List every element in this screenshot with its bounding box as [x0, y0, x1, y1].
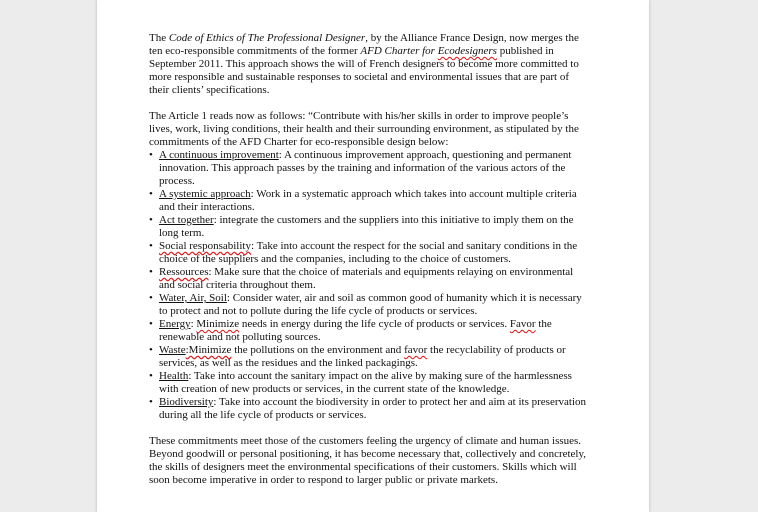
- code-of-ethics-title: Code of Ethics of The Professional Designer: [168, 32, 366, 44]
- bullet-icon: •: [149, 149, 153, 161]
- item-description: : Take into account the biodiversity in order to protect her and aim at its preservation during all the life cycle of products or services.: [159, 396, 586, 421]
- item-description: : Make sure that the choice of materials and equipments relaying on environmental and social criteria throughout them.: [159, 266, 574, 291]
- item-description: : Take into account the respect for the social and sanitary conditions in the choice of the suppliers and the companies, including to the choice of customers.: [159, 240, 578, 265]
- item-description-minimize: Minimize: [196, 318, 240, 330]
- paragraph-conclusion: These commitments meet those of the customers feeling the urgency of climate and human issues. Beyond goodwill or personal positioning, it has become necessary that, collectively and concretely, the skills of designers meet the environmental specifications of their customers. Skills which will soon become imperative in order to respond to larger public or private markets.: [149, 435, 587, 486]
- item-description: : integrate the customers and the suppliers into this initiative to imply them on the long term.: [159, 214, 574, 239]
- item-description-favor: favor: [404, 344, 428, 356]
- intro-middle-text: , by the Alliance France Design, now merges the ten eco-responsible commitments of the former: [149, 32, 579, 57]
- list-item: [149, 266, 591, 292]
- item-description: : Take into account the sanitary impact on the alive by making sure of the harmlessness with creation of new products or services, in the current state of the knowledge.: [159, 370, 572, 395]
- item-description: : A continuous improvement approach, questioning and permanent innovation. This approach passes by the training and information of the various actors of the process.: [159, 149, 572, 187]
- bullet-icon: •: [149, 344, 153, 356]
- intro-rest-text: published in September 2011. This approach shows the will of French designers to become more committed to more responsible and sustainable responses to societal and environmental issues that are part of their clients’ specifications.: [149, 45, 579, 96]
- item-term: Social responsability: [159, 240, 251, 252]
- list-item: [149, 292, 591, 318]
- item-term: Water, Air, Soil: [159, 292, 227, 304]
- bullet-icon: •: [149, 214, 153, 226]
- item-description-favor: Favor: [509, 318, 536, 330]
- item-term: A systemic approach: [159, 188, 251, 200]
- item-term-minimize: :Minimize: [185, 344, 232, 356]
- item-term: Act together: [159, 214, 214, 226]
- bullet-icon: •: [149, 318, 153, 330]
- charter-title-part: AFD Charter for: [360, 45, 438, 57]
- list-item: [149, 396, 591, 422]
- bullet-icon: •: [149, 266, 153, 278]
- item-description: the pollutions on the environment and: [231, 344, 405, 356]
- item-description: : Work in a systematic approach which takes into account multiple criteria and their interactions.: [159, 188, 577, 213]
- document-body[interactable]: [149, 32, 591, 487]
- item-term: Ressources: [159, 266, 209, 278]
- list-item: [149, 149, 591, 188]
- item-term: A continuous improvement: [159, 149, 279, 161]
- list-item: [149, 214, 591, 240]
- bullet-icon: •: [149, 188, 153, 200]
- item-term: Waste: [159, 344, 186, 356]
- item-description: : Consider water, air and soil as common good of humanity which it is necessary to protect and not to pollute during the life cycle of products or services.: [159, 292, 582, 317]
- paragraph-intro: [149, 32, 591, 97]
- intro-text: The: [149, 32, 169, 44]
- bullet-icon: •: [149, 370, 153, 382]
- charter-title-ecodesigners: Ecodesigners: [437, 45, 497, 57]
- document-page: [97, 0, 649, 512]
- paragraph-article-1: The Article 1 reads now as follows: “Contribute with his/her skills in order to improve people’s lives, work, living conditions, their health and their surrounding environment, as stipulated by the commitments of the AFD Charter for eco-responsible design below:: [149, 110, 579, 148]
- commitments-list: [149, 149, 591, 422]
- item-description: the recyclability of products or services, as well as the residues and the linked packagings.: [159, 344, 566, 369]
- bullet-icon: •: [149, 396, 153, 408]
- charter-title: [360, 45, 497, 57]
- item-term: Biodiversity: [159, 396, 214, 408]
- bullet-icon: •: [149, 240, 153, 252]
- item-description: :: [190, 318, 197, 330]
- list-item: [149, 188, 591, 214]
- item-description: the renewable and not polluting sources.: [159, 318, 552, 343]
- list-item: [149, 318, 591, 344]
- bullet-icon: •: [149, 292, 153, 304]
- list-item: [149, 344, 591, 370]
- item-description: needs in energy during the life cycle of products or services.: [239, 318, 510, 330]
- list-item: [149, 240, 591, 266]
- item-term: Health: [159, 370, 189, 382]
- list-item: [149, 370, 591, 396]
- item-term: Energy: [159, 318, 191, 330]
